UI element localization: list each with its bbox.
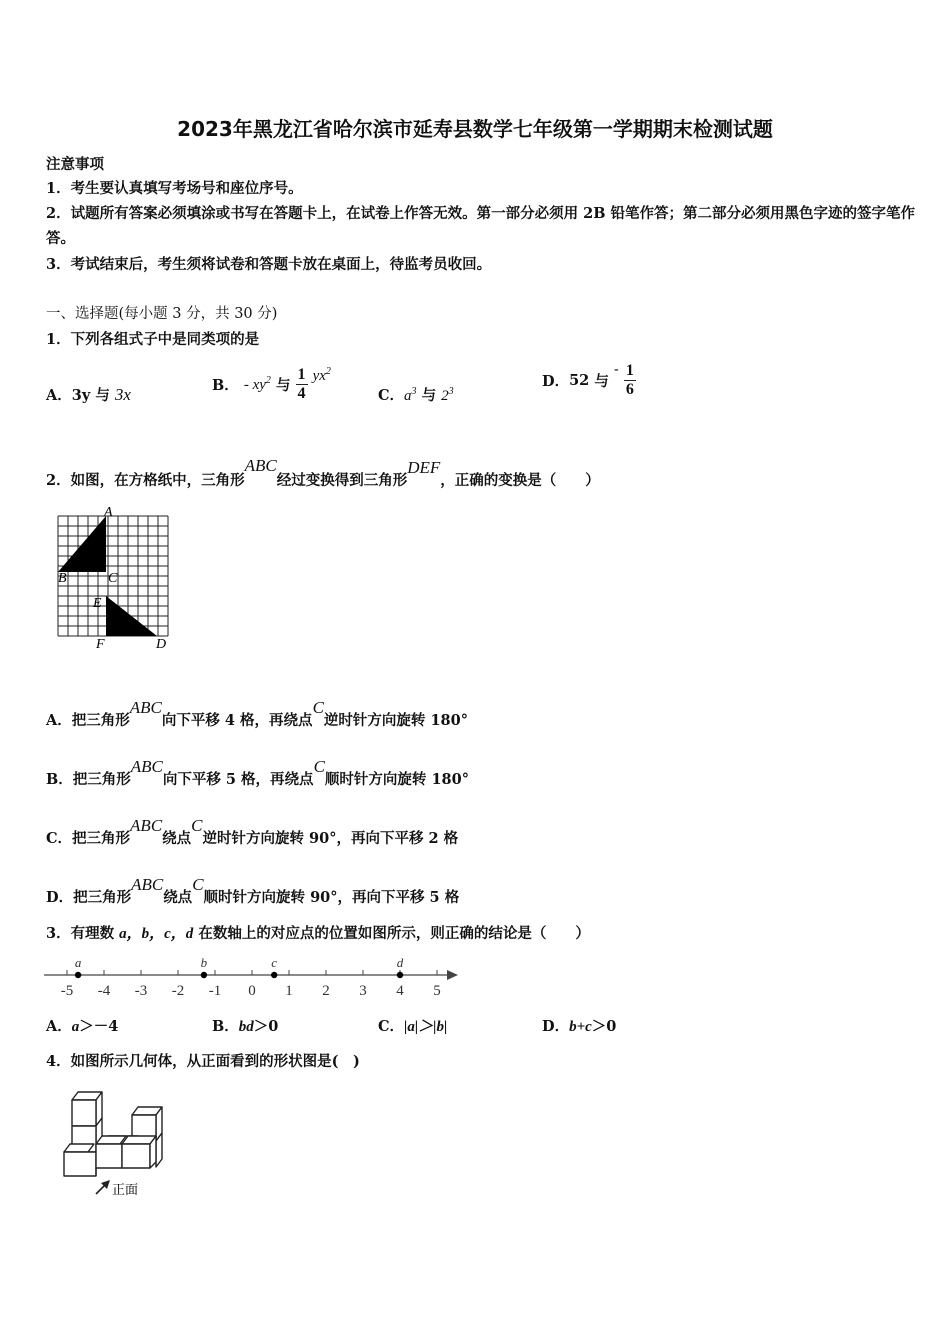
q3-number-line [40,950,465,1002]
point-b [201,972,207,978]
notice-item-2: 2．试题所有答案必须填涂或书写在答题卡上，在试卷上作答无效。第一部分必须用 2B 铅笔作答；第二部分必须用黑色字迹的签字笔作答。 [46,205,916,247]
label-e: E [93,596,102,611]
notice-item-3: 3．考试结束后，考生须将试卷和答题卡放在桌面上，待监考员收回。 [46,256,492,273]
point-label-b: b [200,955,208,970]
q1-stem: 1．下列各组式子中是同类项的是 [46,331,260,348]
triangle-abc [58,516,106,572]
cube-front-face [72,1100,96,1126]
q3-option-d[interactable]: D．b+c＞0 [542,1018,617,1035]
cube-top-face [96,1136,126,1144]
fraction-one-sixth: $\frac{1}{6}$ [625,362,634,398]
axis-ticks [61,970,441,999]
label-f: F [96,637,105,652]
q3-stem: 3．有理数 a，b，c，d 在数轴上的对应点的位置如图所示，则正确的结论是（ ） [46,925,590,942]
axis-tick-label: 2 [322,983,330,999]
page-title: 2023年黑龙江省哈尔滨市延寿县数学七年级第一学期期末检测试题 [177,117,773,141]
axis-tick-label: 5 [433,983,441,999]
q2-grid-figure [44,502,184,657]
cube-front-face [64,1152,96,1176]
q2-option-b[interactable]: B．把三角形ABC向下平移 5 格，再绕点C顺时针方向旋转 180° [46,757,469,788]
label-a: A [104,505,113,520]
q3-option-c[interactable]: C．|a|＞|b| [378,1018,448,1035]
axis-tick-label: 0 [248,983,256,999]
label-d: D [156,637,167,652]
axis-tick-label: 3 [359,983,367,999]
axis-tick-label: 4 [396,983,404,999]
section-heading: 一、选择题(每小题 3 分，共 30 分) [46,306,278,322]
axis-tick-label: -4 [97,983,111,999]
axis-arrow [447,970,458,980]
cube-front-face [122,1144,150,1168]
point-a [75,972,81,978]
label-c: C [108,571,118,586]
q1-option-b[interactable]: B． - $xy^2$ 与 $\frac{1}{4}$ $yx^2$ [212,366,331,402]
q1-option-d[interactable]: D．52 与 - $\frac{1}{6}$ [542,362,634,398]
q3-option-b[interactable]: B．bd＞0 [212,1018,279,1035]
q2-option-d[interactable]: D．把三角形ABC绕点C顺时针方向旋转 90°，再向下平移 5 格 [46,875,460,906]
q4-stem: 4．如图所示几何体，从正面看到的形状图是( ) [46,1053,360,1070]
point-label-a: a [74,955,82,970]
notice-item-1: 1．考生要认真填写考场号和座位序号。 [46,180,303,197]
axis-tick-label: -5 [60,983,74,999]
fraction-one-fourth: $\frac{1}{4}$ [297,366,306,402]
q1-option-a[interactable]: A．3y 与 3x [46,385,131,404]
axis-tick-label: -2 [171,983,185,999]
point-c [271,972,277,978]
cube-front-face [96,1144,122,1168]
front-label: 正面 [112,1182,139,1197]
axis-tick-label: -3 [134,983,148,999]
notice-heading: 注意事项 [46,156,104,173]
cube-top-face [64,1144,94,1152]
point-label-d: d [396,955,404,970]
axis-tick-label: -1 [208,983,222,999]
q3-option-a[interactable]: A．a＞－4 [46,1018,119,1035]
label-b: B [58,571,67,586]
q1-option-c[interactable]: C．$a^3$ 与 $2^3$ [378,386,454,404]
q2-option-c[interactable]: C．把三角形ABC绕点C逆时针方向旋转 90°，再向下平移 2 格 [46,816,459,847]
q4-cube-figure [56,1086,176,1204]
q2-stem: 2．如图，在方格纸中，三角形ABC经过变换得到三角形DEF，正确的变换是（ ） [46,456,600,489]
point-label-c: c [271,955,278,970]
q2-option-a[interactable]: A．把三角形ABC向下平移 4 格，再绕点C逆时针方向旋转 180° [46,698,468,729]
axis-tick-label: 1 [285,983,293,999]
point-d [397,972,403,978]
